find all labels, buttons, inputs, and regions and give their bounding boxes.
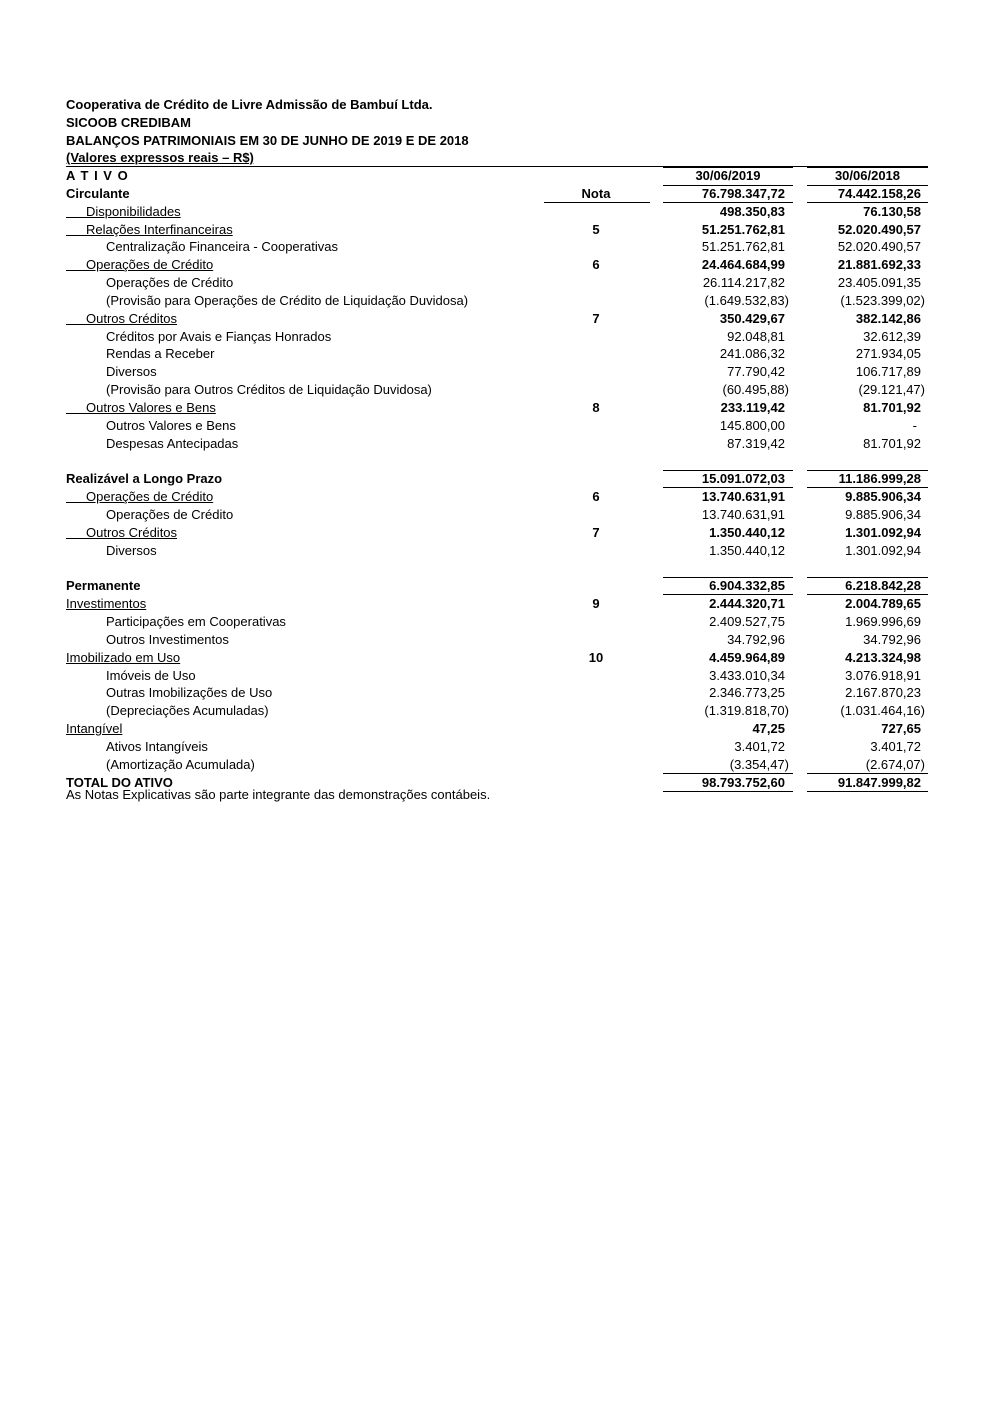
row-label: Diversos	[106, 364, 157, 380]
value-2019: 34.792,96	[727, 631, 785, 647]
value-2019: 145.800,00	[719, 417, 785, 433]
rule	[807, 577, 928, 578]
value-2019: 98.793.752,60	[701, 774, 785, 790]
value-2018: 4.213.324,98	[845, 649, 921, 665]
table-row	[0, 756, 1000, 774]
table-row	[0, 328, 1000, 346]
value-2018: (1.523.399,02)	[840, 292, 925, 308]
table-row	[0, 185, 1000, 203]
row-nota: 9	[592, 596, 600, 612]
value-2019: 76.798.347,72	[701, 185, 785, 201]
table-row	[0, 506, 1000, 524]
value-2019: 77.790,42	[727, 364, 785, 380]
value-2019: 13.740.631,91	[701, 489, 785, 505]
row-nota: 7	[592, 524, 600, 540]
row-label: (Provisão para Operações de Crédito de Liquidação Duvidosa)	[106, 292, 469, 308]
row-label: ​	[66, 203, 92, 219]
value-2018: 382.142,86	[855, 310, 921, 326]
value-2019: (1.319.818,70)	[704, 703, 789, 719]
value-2018: 2.004.789,65	[845, 596, 921, 612]
value-2018: 271.934,05	[855, 346, 921, 362]
value-2018: 23.405.091,35	[837, 275, 921, 291]
section-title: A T I V O	[66, 168, 129, 183]
table-row	[0, 684, 1000, 702]
rule	[663, 167, 793, 168]
table-row	[0, 595, 1000, 613]
value-2019: 3.433.010,34	[709, 667, 785, 683]
spacer-row	[0, 560, 1000, 578]
value-2019: 350.429,67	[719, 310, 785, 326]
column-header-nota: Nota	[581, 185, 611, 201]
table-row	[0, 720, 1000, 738]
table-row	[0, 613, 1000, 631]
row-nota: 7	[592, 310, 600, 326]
value-2019: 92.048,81	[727, 328, 785, 344]
value-2018: 9.885.906,34	[845, 507, 921, 523]
row-label: Operações de Crédito	[86, 257, 214, 273]
row-label: Rendas a Receber	[106, 346, 215, 362]
row-label: Operações de Crédito	[86, 489, 214, 505]
table-row	[0, 667, 1000, 685]
value-2018: 52.020.490,57	[837, 221, 921, 237]
row-label: (Amortização Acumulada)	[106, 756, 255, 772]
row-label: Relações Interfinanceiras	[86, 221, 233, 237]
row-nota: 8	[592, 399, 600, 415]
row-label: Disponibilidades	[86, 203, 181, 219]
value-2019: 6.904.332,85	[709, 578, 785, 594]
row-nota: 6	[592, 489, 600, 505]
value-2019: 3.401,72	[734, 739, 785, 754]
rule	[663, 577, 793, 578]
value-2018: (2.674,07)	[865, 756, 925, 772]
row-label: Permanente	[66, 578, 141, 594]
table-row	[0, 221, 1000, 239]
row-label: Outros Valores e Bens	[86, 399, 216, 415]
table-row	[0, 399, 1000, 417]
table-row	[0, 363, 1000, 381]
row-label: Outras Imobilizações de Uso	[106, 685, 273, 701]
row-label: Créditos por Avais e Fianças Honrados	[106, 328, 332, 344]
value-2018: 34.792,96	[863, 631, 921, 647]
table-row	[0, 470, 1000, 488]
value-2018: 81.701,92	[863, 399, 921, 415]
table-row	[0, 417, 1000, 435]
row-label: Operações de Crédito	[106, 275, 234, 291]
value-2019: (1.649.532,83)	[704, 292, 789, 308]
value-2018: 106.717,89	[855, 364, 921, 380]
row-label: TOTAL DO ATIVO	[66, 774, 173, 790]
value-2018: 2.167.870,23	[845, 685, 921, 701]
value-2018: 21.881.692,33	[837, 257, 921, 273]
rule	[807, 791, 928, 792]
column-header-2019: 30/06/2019	[695, 168, 761, 183]
value-2018: -	[912, 417, 917, 433]
row-label: Participações em Cooperativas	[106, 614, 286, 630]
row-label: Outros Investimentos	[106, 631, 229, 647]
footnote: As Notas Explicativas são parte integrante das demonstrações contábeis.	[66, 787, 491, 802]
value-2019: 2.409.527,75	[709, 614, 785, 630]
table-row	[0, 577, 1000, 595]
statement-title: BALANÇOS PATRIMONIAIS EM 30 DE JUNHO DE 2019 E DE 2018	[66, 133, 469, 148]
row-label: Despesas Antecipadas	[106, 435, 239, 451]
value-2019: 1.350.440,12	[709, 524, 785, 540]
value-2019: 47,25	[752, 721, 785, 737]
value-2019: 24.464.684,99	[701, 257, 785, 273]
row-label: Imóveis de Uso	[106, 667, 196, 683]
value-2018: 1.301.092,94	[845, 542, 921, 558]
table-row	[0, 310, 1000, 328]
value-2019: 1.350.440,12	[709, 542, 785, 558]
value-2018: 91.847.999,82	[837, 774, 921, 790]
table-row	[0, 524, 1000, 542]
table-row	[0, 381, 1000, 399]
company-name: Cooperativa de Crédito de Livre Admissão de Bambuí Ltda.	[66, 97, 433, 112]
row-nota: 5	[592, 221, 600, 237]
row-label: (Depreciações Acumuladas)	[106, 703, 269, 719]
table-row	[0, 256, 1000, 274]
value-2018: 52.020.490,57	[837, 239, 921, 255]
table-row	[0, 488, 1000, 506]
row-nota: 10	[588, 649, 604, 665]
spacer-row	[0, 453, 1000, 471]
row-label: Investimentos	[66, 596, 147, 612]
row-label: Centralização Financeira - Cooperativas	[106, 239, 338, 255]
value-2018: (29.121,47)	[858, 382, 925, 398]
row-label: Outros Créditos	[86, 310, 178, 326]
rule	[807, 167, 928, 168]
value-2018: 1.301.092,94	[845, 524, 921, 540]
value-2018: 3.076.918,91	[845, 667, 921, 683]
value-2018: 81.701,92	[863, 435, 921, 451]
value-2019: 26.114.217,82	[702, 275, 785, 291]
value-2019: 233.119,42	[720, 399, 785, 415]
value-2019: (60.495,88)	[722, 382, 789, 398]
value-2019: 4.459.964,89	[709, 649, 785, 665]
balance-sheet-table	[0, 167, 1000, 792]
value-2018: 11.186.999,28	[838, 471, 921, 487]
table-row	[0, 345, 1000, 363]
row-label: Realizável a Longo Prazo	[66, 471, 223, 487]
table-row	[0, 238, 1000, 256]
value-2019: (3.354,47)	[729, 756, 789, 772]
value-2018: 76.130,58	[863, 203, 921, 219]
value-2019: 51.251.762,81	[701, 239, 785, 255]
value-2019: 2.346.773,25	[709, 685, 785, 701]
rule	[663, 470, 793, 471]
rule	[663, 185, 793, 186]
value-2018: 9.885.906,34	[845, 489, 921, 505]
row-nota: 6	[592, 257, 600, 273]
rule	[663, 791, 793, 792]
value-2018: 32.612,39	[863, 328, 921, 344]
table-row	[0, 435, 1000, 453]
row-label: Operações de Crédito	[106, 507, 234, 523]
units-note: (Valores expressos reais – R$)	[66, 150, 254, 165]
table-row	[0, 649, 1000, 667]
column-header-2018: 30/06/2018	[834, 168, 901, 183]
rule	[807, 470, 928, 471]
value-2018: 74.442.158,26	[837, 185, 921, 201]
row-label: Intangível	[66, 721, 123, 737]
row-label: Circulante	[66, 185, 130, 201]
rule	[807, 185, 928, 186]
value-2018: 1.969.996,69	[845, 614, 921, 630]
row-label: Outros Créditos	[86, 524, 178, 540]
table-row	[0, 702, 1000, 720]
row-label: Outros Valores e Bens	[106, 417, 236, 433]
table-row	[0, 292, 1000, 310]
value-2019: 498.350,83	[719, 203, 785, 219]
value-2018: 727,65	[881, 721, 921, 737]
value-2018: 3.401,72	[870, 739, 921, 754]
table-row	[0, 203, 1000, 221]
row-label: (Provisão para Outros Créditos de Liquidação Duvidosa)	[106, 382, 432, 398]
table-row	[0, 274, 1000, 292]
value-2019: 241.086,32	[719, 346, 785, 362]
value-2018: (1.031.464,16)	[840, 703, 925, 719]
value-2019: 2.444.320,71	[709, 596, 785, 612]
value-2019: 13.740.631,91	[701, 507, 785, 523]
section-header-row	[0, 167, 1000, 185]
brand-name: SICOOB CREDIBAM	[66, 115, 191, 130]
value-2019: 15.091.072,03	[701, 471, 785, 487]
table-row	[0, 542, 1000, 560]
value-2018: 6.218.842,28	[845, 578, 921, 594]
row-label: Imobilizado em Uso	[66, 649, 181, 665]
row-label: Ativos Intangíveis	[106, 739, 208, 754]
row-label: Diversos	[106, 542, 157, 558]
value-2019: 51.251.762,81	[701, 221, 785, 237]
table-row	[0, 738, 1000, 756]
value-2019: 87.319,42	[727, 435, 785, 451]
table-row	[0, 631, 1000, 649]
